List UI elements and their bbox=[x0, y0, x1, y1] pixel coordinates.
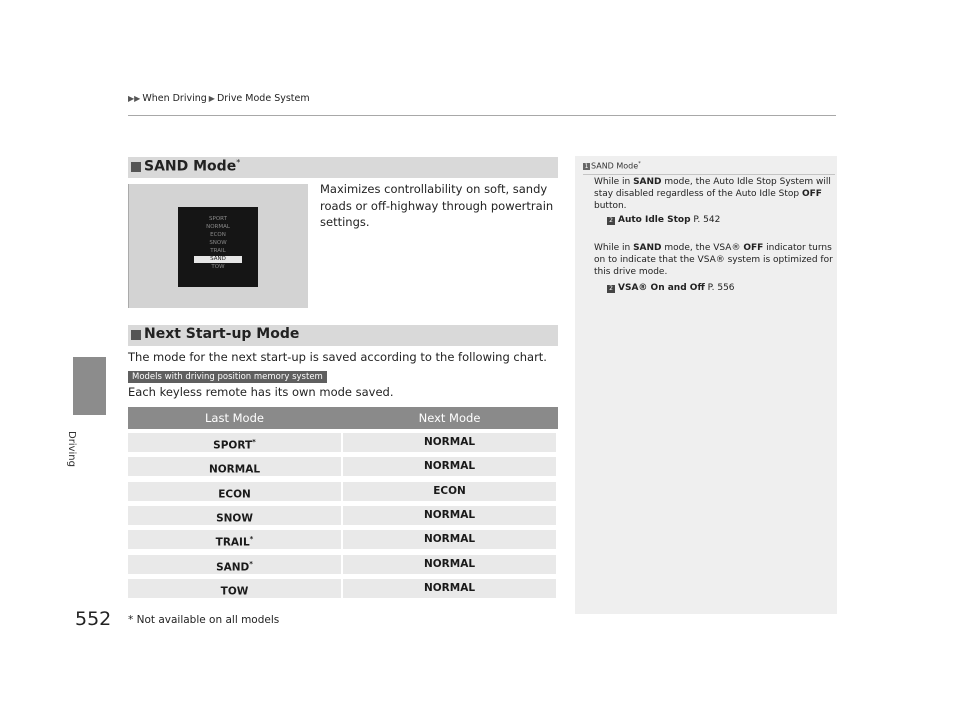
arrow-icon: ▶ bbox=[208, 94, 215, 103]
display-mode-selected: SAND bbox=[194, 256, 242, 263]
drive-mode-display-image bbox=[128, 184, 308, 308]
display-mode-item: SPORT bbox=[209, 216, 227, 222]
next-mode-cell: NORMAL bbox=[343, 457, 556, 476]
display-mode-item: NORMAL bbox=[206, 224, 230, 230]
display-mode-item: SNOW bbox=[209, 240, 227, 246]
footnote-mark: * bbox=[236, 158, 241, 167]
cross-reference-link[interactable]: 2 VSA® On and Off P. 556 bbox=[607, 283, 735, 293]
last-mode-cell: NORMAL bbox=[128, 457, 341, 476]
reference-arrow-icon: 2 bbox=[607, 285, 615, 293]
column-header-last-mode: Last Mode bbox=[205, 411, 264, 425]
display-screen bbox=[178, 207, 258, 287]
sidebar-paragraph: While in SAND mode, the Auto Idle Stop System will stay disabled regardless of the Auto Idle Stop OFF button. bbox=[594, 177, 831, 211]
display-mode-item: TOW bbox=[211, 264, 225, 270]
table-header bbox=[128, 407, 558, 429]
sand-description: Maximizes controllability on soft, sandy roads or off-highway through powertrain settings. bbox=[320, 182, 554, 229]
header-divider bbox=[128, 115, 836, 116]
next-mode-cell: NORMAL bbox=[343, 506, 556, 525]
footnote: * Not available on all models bbox=[128, 614, 280, 626]
breadcrumb-item[interactable]: When Driving bbox=[142, 93, 207, 104]
last-mode-cell: SAND* bbox=[128, 555, 341, 574]
reference-arrow-icon: 2 bbox=[607, 217, 615, 225]
table-row bbox=[128, 433, 558, 452]
table-row bbox=[128, 555, 558, 574]
section-heading-next-startup bbox=[128, 325, 558, 346]
display-mode-item: TRAIL bbox=[210, 248, 226, 254]
column-header-next-mode: Next Mode bbox=[418, 411, 481, 425]
next-mode-cell: NORMAL bbox=[343, 579, 556, 598]
last-mode-cell: SNOW bbox=[128, 506, 341, 525]
table-row bbox=[128, 579, 558, 598]
sidebar-divider bbox=[583, 174, 835, 175]
last-mode-cell: SPORT* bbox=[128, 433, 341, 452]
chapter-label bbox=[66, 395, 106, 467]
sidebar-heading: 1 SAND Mode* bbox=[584, 161, 641, 171]
sidebar-paragraph: While in SAND mode, the VSA® OFF indicator turns on to indicate that the VSA® system is optimized for this drive mode. bbox=[594, 243, 833, 277]
table-row bbox=[128, 506, 558, 525]
breadcrumb bbox=[128, 93, 310, 104]
section-heading-sand bbox=[128, 157, 558, 178]
table-row bbox=[128, 482, 558, 501]
next-mode-cell: NORMAL bbox=[343, 555, 556, 574]
display-mode-item: ECON bbox=[210, 232, 226, 238]
last-mode-cell: ECON bbox=[128, 482, 341, 501]
next-mode-cell: ECON bbox=[343, 482, 556, 501]
last-mode-cell: TRAIL* bbox=[128, 530, 341, 549]
cross-reference-link[interactable]: 2 Auto Idle Stop P. 542 bbox=[607, 215, 720, 225]
keyless-paragraph: Each keyless remote has its own mode saved. bbox=[128, 385, 394, 399]
heading-text: Next Start-up Mode bbox=[144, 326, 300, 342]
sidebar-note bbox=[575, 156, 837, 614]
heading-text: SAND Mode bbox=[144, 158, 237, 175]
next-startup-paragraph: The mode for the next start-up is saved according to the following chart. bbox=[128, 350, 547, 364]
model-badge: Models with driving position memory system bbox=[128, 371, 327, 383]
breadcrumb-item[interactable]: Drive Mode System bbox=[216, 93, 310, 104]
next-mode-cell: NORMAL bbox=[343, 433, 556, 452]
table-row bbox=[128, 530, 558, 549]
square-bullet-icon bbox=[131, 330, 141, 340]
last-mode-cell: TOW bbox=[128, 579, 341, 598]
chapter-label-text: Driving bbox=[66, 431, 77, 467]
double-arrow-icon: ▶▶ bbox=[128, 94, 141, 103]
next-mode-cell: NORMAL bbox=[343, 530, 556, 549]
square-bullet-icon bbox=[131, 162, 141, 172]
note-icon: 1 bbox=[584, 162, 589, 170]
page-number: 552 bbox=[75, 608, 112, 630]
table-row bbox=[128, 457, 558, 476]
